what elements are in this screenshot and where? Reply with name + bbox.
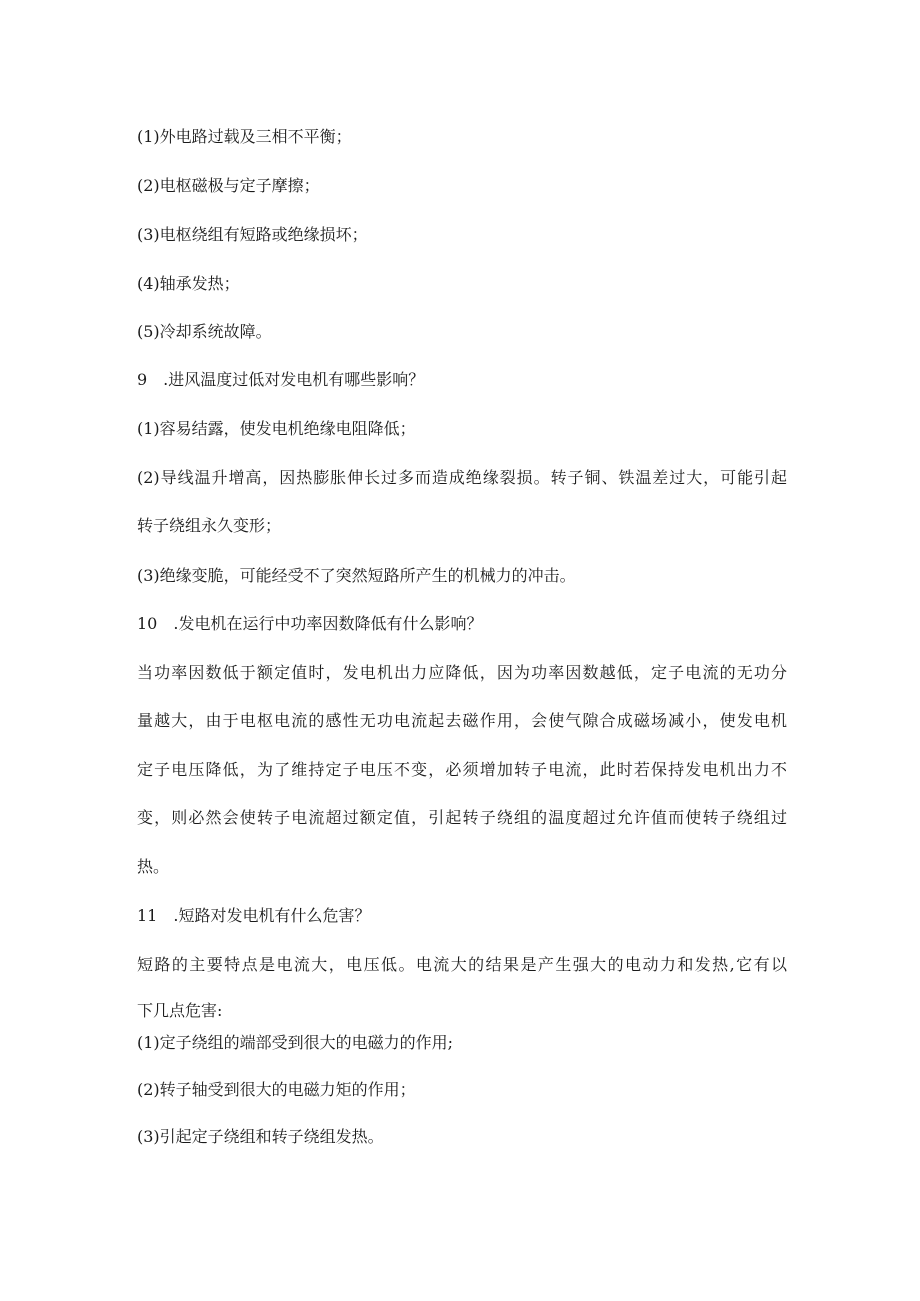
question-11-heading: 11 .短路对发电机有什么危害？: [137, 906, 371, 925]
paragraph-line: 定子电压降低，为了维持定子电压不变，必须增加转子电流，此时若保持发电机出力不: [137, 760, 787, 779]
list-item-winding-heat: (3)引起定子绕组和转子绕组发热。: [137, 1127, 384, 1146]
question-9-heading: 9 .进风温度过低对发电机有哪些影响？: [137, 370, 425, 389]
list-item-brittle-insulation: (3)绝缘变脆，可能经受不了突然短路所产生的机械力的冲击。: [137, 566, 576, 585]
paragraph-line: 短路的主要特点是电流大，电压低。电流大的结果是产生强大的电动力和发热,它有以: [137, 955, 787, 974]
paragraph-line: 转子绕组永久变形；: [137, 516, 282, 535]
paragraph-line: 当功率因数低于额定值时，发电机出力应降低，因为功率因数越低，定子电流的无功分: [137, 663, 787, 682]
list-item-stator-end: (1)定子绕组的端部受到很大的电磁力的作用;: [137, 1033, 454, 1052]
paragraph-line: 变，则必然会使转子电流超过额定值，引起转子绕组的温度超过允许值而使转子绕组过: [137, 808, 787, 827]
list-item-bearing-heat: (4)轴承发热；: [137, 274, 240, 293]
list-item-cooling-fault: (5)冷却系统故障。: [137, 322, 272, 341]
list-item-friction: (2)电枢磁极与定子摩擦；: [137, 176, 320, 195]
list-item-rotor-shaft: (2)转子轴受到很大的电磁力矩的作用；: [137, 1080, 416, 1099]
paragraph-line: 量越大，由于电枢电流的感性无功电流起去磁作用，会使气隙合成磁场减小，使发电机: [137, 711, 787, 730]
list-item-condensation: (1)容易结露，使发电机绝缘电阻降低；: [137, 419, 416, 438]
list-item-overload: (1)外电路过载及三相不平衡；: [137, 127, 352, 146]
paragraph-line: 下几点危害:: [137, 1001, 223, 1020]
paragraph-line: (2)导线温升增高，因热膨胀伸长过多而造成绝缘裂损。转子铜、铁温差过大，可能引起: [137, 468, 787, 487]
question-10-heading: 10 .发电机在运行中功率因数降低有什么影响？: [137, 614, 483, 633]
list-item-winding-short: (3)电枢绕组有短路或绝缘损坏；: [137, 225, 368, 244]
paragraph-line: 热。: [137, 857, 170, 876]
